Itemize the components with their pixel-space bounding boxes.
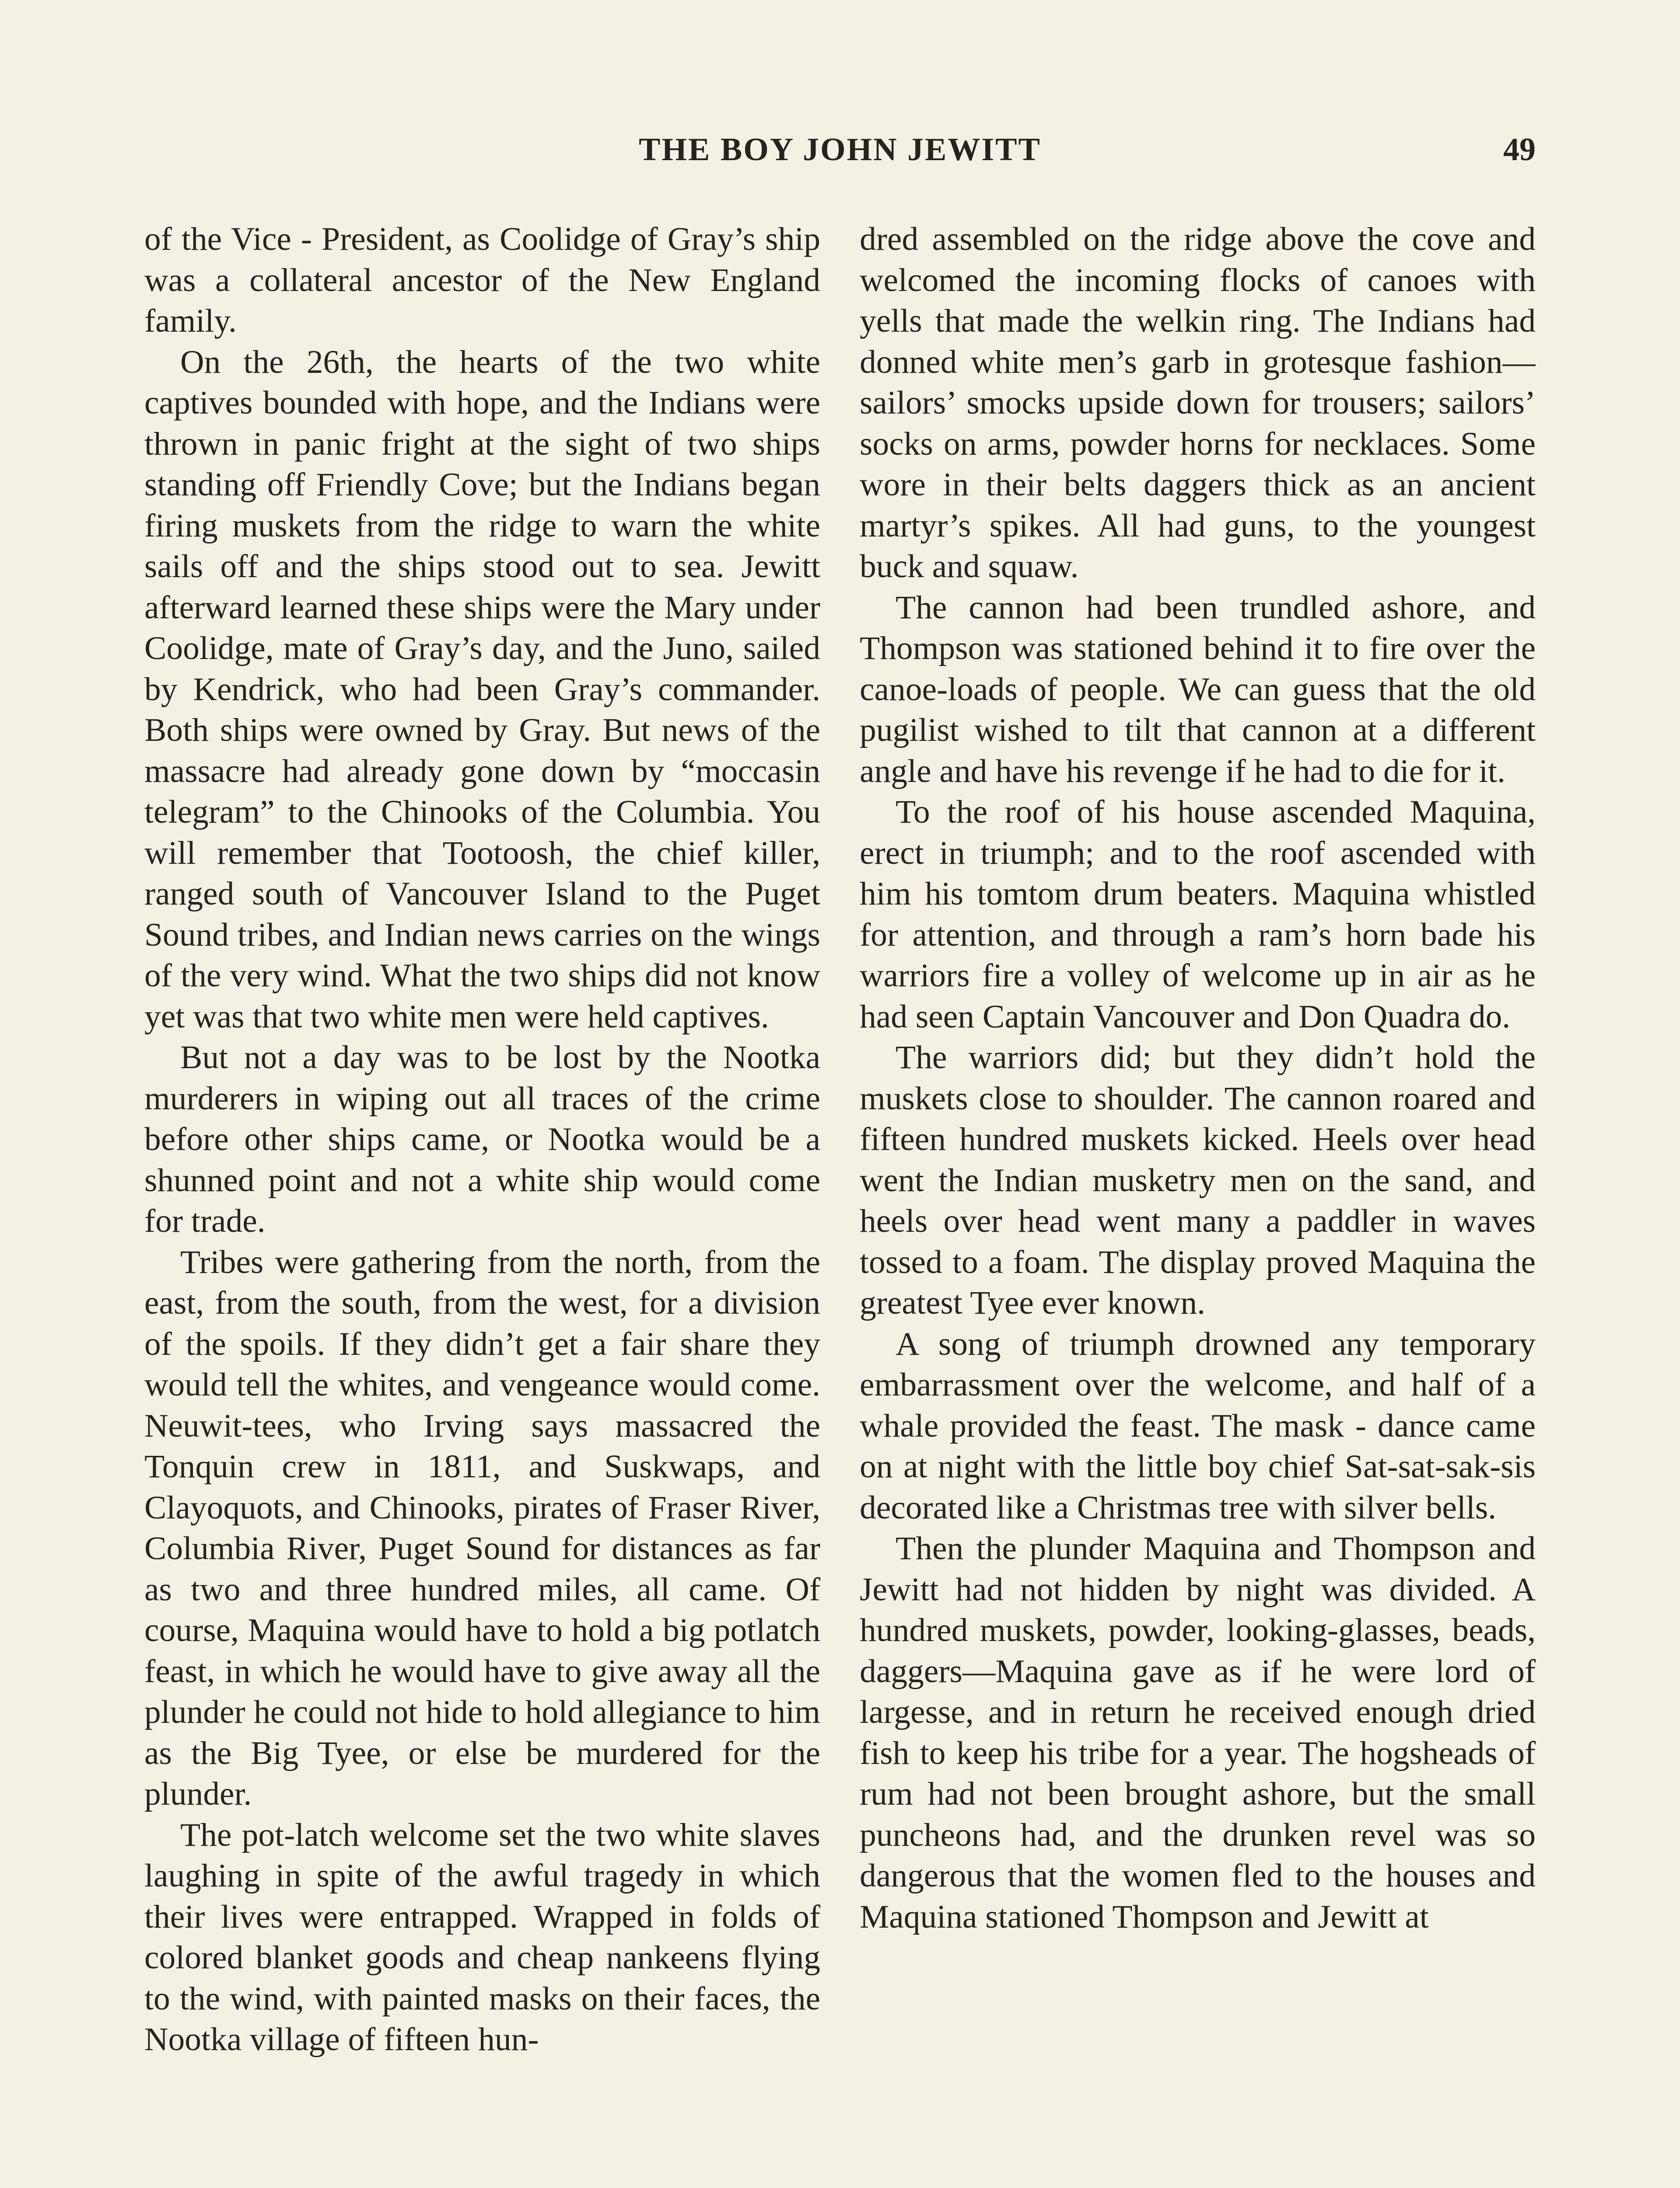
paragraph: dred assembled on the ridge above the cove and welcomed the incoming flocks of canoes with yells that made the welkin ring. The Indians had donned white men’s garb in grotesque fashion—sailors’ smocks upside down for trousers; sailors’ socks on arms, powder horns for necklaces. Some wore in their belts daggers thick as an ancient martyr’s spikes. All had guns, to the youngest buck and squaw.: [860, 221, 1536, 585]
paragraph: A song of triumph drowned any temporary embarrassment over the welcome, and half of a whale provided the feast. The mask - dance came on at night with the little boy chief Sat-sat-sak-sis decorated like a Christmas tree with silver bells.: [860, 1325, 1536, 1526]
paragraph: To the roof of his house ascended Maquina, erect in triumph; and to the roof ascended with him his tomtom drum beaters. Maquina whistled for attention, and through a ram’s horn bade his warriors fire a volley of welcome up in air as he had seen Captain Vancouver and Don Quadra do.: [860, 794, 1536, 1035]
page-header: [144, 127, 1536, 175]
paragraph: of the Vice - President, as Coolidge of Gray’s ship was a collateral ancestor of the New England family.: [144, 221, 820, 339]
paragraph: The cannon had been trundled ashore, and Thompson was stationed behind it to fire over the canoe-loads of people. We can guess that the old pugilist wished to tilt that cannon at a different angle and have his revenge if he had to die for it.: [860, 589, 1536, 789]
right-text-column: [860, 219, 1536, 2188]
paragraph: The pot-latch welcome set the two white slaves laughing in spite of the awful tragedy in which their lives were entrapped. Wrapped in folds of colored blanket goods and cheap nankeens flying to the wind, with painted masks on their faces, the Nootka village of fifteen hun-: [144, 1816, 820, 2058]
paragraph: But not a day was to be lost by the Nootka murderers in wiping out all traces of the crime before other ships came, or Nootka would be a shunned point and not a white ship would come for trade.: [144, 1039, 820, 1239]
running-title: THE BOY JOHN JEWITT: [639, 132, 1041, 168]
left-text-column: [144, 219, 820, 2188]
paragraph: Tribes were gathering from the north, from the east, from the south, from the west, for a division of the spoils. If they didn’t get a fair share they would tell the whites, and vengeance would come. Neuwit-tees, who Irving says massacred the Tonquin crew in 1811, and Suskwaps, and Clayoquots, and Chinooks, pirates of Fraser River, Columbia River, Puget Sound for distances as far as two and three hundred miles, all came. Of course, Maquina would have to hold a big potlatch feast, in which he would have to give away all the plunder he could not hide to hold allegiance to him as the Big Tyee, or else be murdered for the plunder.: [144, 1244, 820, 1812]
page-number: 49: [1503, 132, 1536, 168]
paragraph: Then the plunder Maquina and Thompson and Jewitt had not hidden by night was divided. A hundred muskets, powder, looking-glasses, beads, daggers—Maquina gave as if he were lord of largesse, and in return he received enough dried fish to keep his tribe for a year. The hogsheads of rum had not been brought ashore, but the small puncheons had, and the drunken revel was so dangerous that the women fled to the houses and Maquina stationed Thompson and Jewitt at: [860, 1530, 1536, 1935]
paragraph: The warriors did; but they didn’t hold the muskets close to shoulder. The cannon roared and fifteen hundred muskets kicked. Heels over head went the Indian musketry men on the sand, and heels over head went many a paddler in waves tossed to a foam. The display proved Maquina the greatest Tyee ever known.: [860, 1039, 1536, 1321]
paragraph: On the 26th, the hearts of the two white captives bounded with hope, and the Indians were thrown in panic fright at the sight of two ships standing off Friendly Cove; but the Indians began firing muskets from the ridge to warn the white sails off and the ships stood out to sea. Jewitt afterward learned these ships were the Mary under Coolidge, mate of Gray’s day, and the Juno, sailed by Kendrick, who had been Gray’s commander. Both ships were owned by Gray. But news of the massacre had already gone down by “moccasin telegram” to the Chinooks of the Columbia. You will remember that Tootoosh, the chief killer, ranged south of Vancouver Island to the Puget Sound tribes, and Indian news carries on the wings of the very wind. What the two ships did not know yet was that two white men were held captives.: [144, 344, 820, 1035]
